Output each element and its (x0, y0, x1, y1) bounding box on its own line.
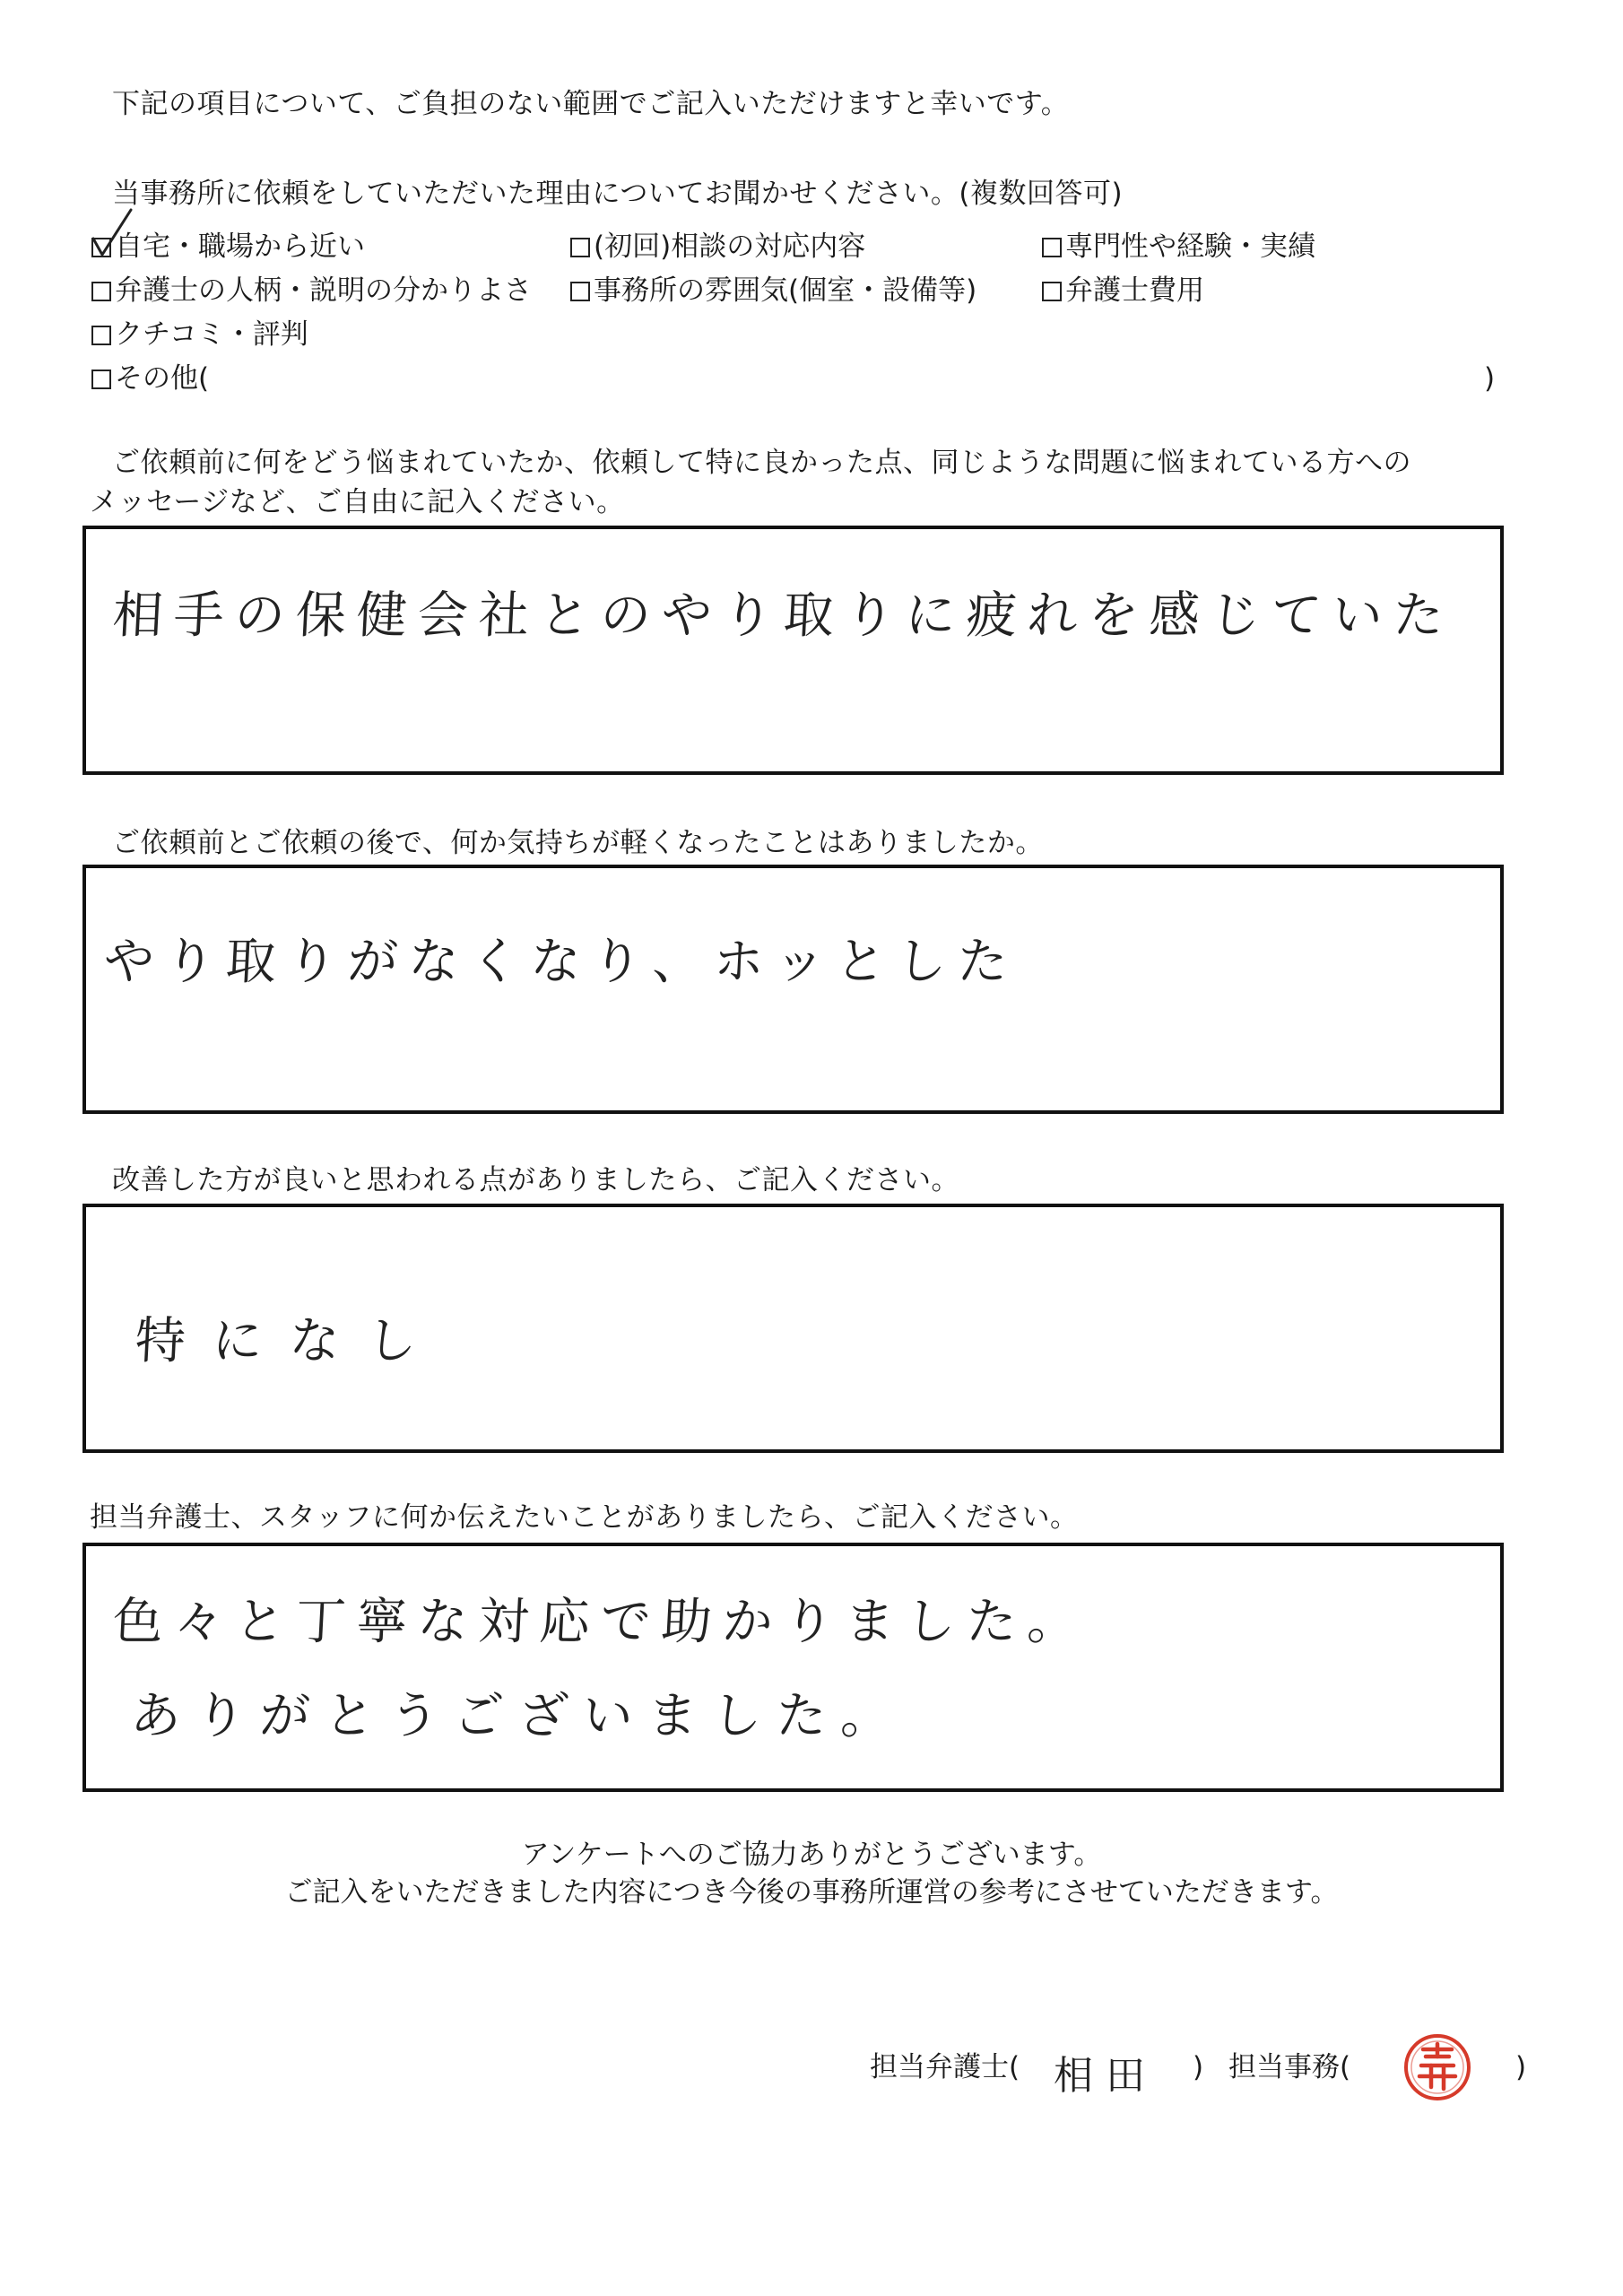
q2-answer-box[interactable] (82, 526, 1504, 775)
checkbox[interactable] (1042, 238, 1062, 257)
staff-close-paren: ) (1515, 2051, 1527, 2083)
option-consultation[interactable] (570, 229, 865, 265)
q4-answer-box[interactable] (82, 1204, 1504, 1453)
option-other[interactable] (91, 361, 209, 396)
staff-seal-icon (1402, 2031, 1473, 2103)
lawyer-close-paren: ) (1193, 2051, 1204, 2083)
option-label: 事務所の雰囲気(個室・設備等) (594, 274, 977, 307)
q5-answer-line1: 色々と丁寧な対応で助かりました。 (111, 1593, 1090, 1651)
q4-answer: 特になし (134, 1312, 446, 1370)
q1-question: 当事務所に依頼をしていただいた理由についてお聞かせください。(複数回答可) (112, 178, 1124, 210)
checkbox[interactable] (1042, 282, 1062, 301)
option-label: 専門性や経験・実績 (1065, 230, 1315, 263)
option-label: 弁護士費用 (1065, 274, 1204, 307)
other-close-paren: ) (1484, 362, 1496, 395)
q3-answer: やり取りがなくなり、ホッとした (102, 933, 1020, 991)
lawyer-label: 担当弁護士( (870, 2051, 1020, 2083)
q5-answer-box[interactable] (82, 1543, 1504, 1792)
q3-answer-box[interactable] (82, 865, 1504, 1114)
option-reviews[interactable] (91, 317, 308, 352)
q2-answer: 相手の保健会社とのやり取りに疲れを感じていた (111, 587, 1456, 645)
option-fees[interactable] (1042, 273, 1204, 309)
q3-question: ご依頼前とご依頼の後で、何か気持ちが軽くなったことはありましたか。 (112, 827, 1044, 859)
checkbox[interactable] (91, 326, 111, 345)
intro-text: 下記の項目について、ご負担のない範囲でご記入いただけますと幸いです。 (112, 88, 1070, 120)
q4-question: 改善した方が良いと思われる点がありましたら、ご記入ください。 (112, 1164, 959, 1196)
closing-line1: アンケートへのご協力ありがとうございます。 (521, 1839, 1102, 1871)
checkbox[interactable] (91, 282, 111, 301)
option-label: その他( (115, 362, 210, 395)
q5-question: 担当弁護士、スタッフに何か伝えたいことがありましたら、ご記入ください。 (90, 1501, 1079, 1534)
option-expertise[interactable] (1042, 229, 1315, 265)
q2-question-line1: ご依頼前に何をどう悩まれていたか、依頼して特に良かった点、同じような問題に悩まれている方への (112, 447, 1411, 479)
checkbox[interactable] (91, 370, 111, 389)
lawyer-name: 相田 (1054, 2053, 1158, 2099)
option-label: 弁護士の人柄・説明の分かりよさ (115, 274, 532, 307)
option-office-atmosphere[interactable] (570, 273, 976, 309)
closing-line2: ご記入をいただきました内容につき今後の事務所運営の参考にさせていただきます。 (284, 1876, 1339, 1909)
checkbox[interactable] (570, 282, 590, 301)
option-label: (初回)相談の対応内容 (594, 230, 866, 263)
option-label: 自宅・職場から近い (115, 230, 365, 263)
checkbox[interactable] (570, 238, 590, 257)
check-mark-icon (90, 206, 135, 260)
option-lawyer-personality[interactable] (91, 273, 532, 309)
option-label: クチコミ・評判 (115, 318, 308, 351)
q5-answer-line2: ありがとうございました。 (129, 1687, 907, 1745)
staff-label: 担当事務( (1228, 2051, 1351, 2083)
q2-question-line2: メッセージなど、ご自由に記入ください。 (90, 486, 625, 518)
